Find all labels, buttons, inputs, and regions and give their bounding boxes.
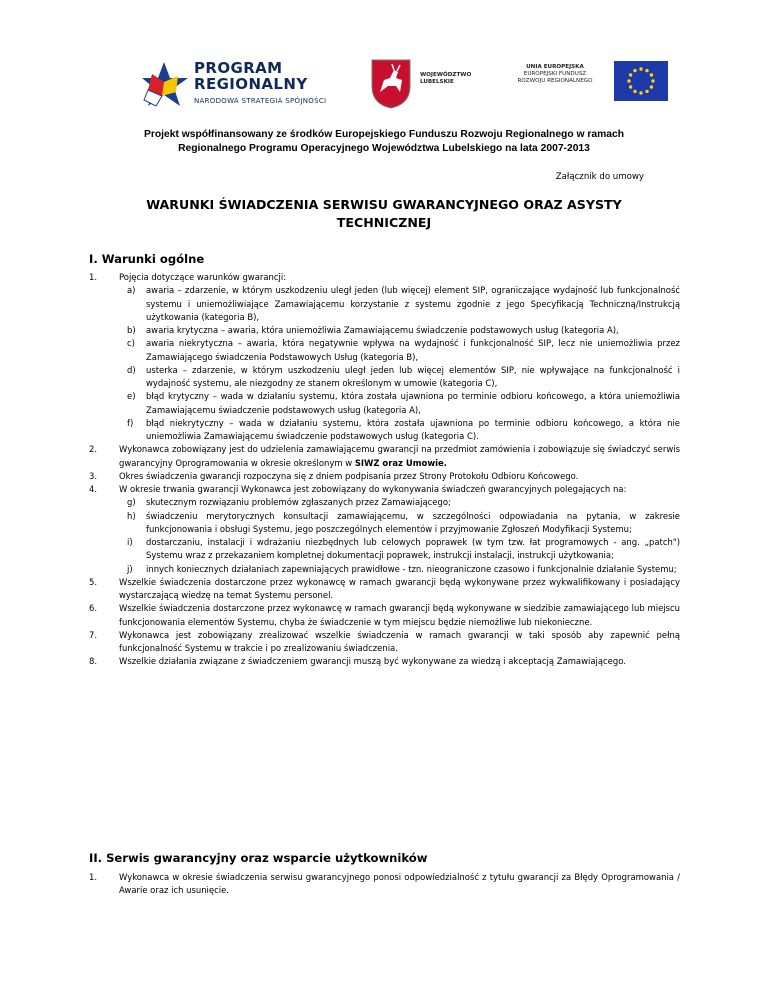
section1-content	[89, 271, 680, 669]
sub-item-b: b) awaria krytyczna – awaria, która uniemożliwia Zamawiającemu świadczenie podstawowych usług (kategoria A),	[127, 325, 619, 335]
list-item-5: 5. Wszelkie świadczenia dostarczone przez wykonawcę w ramach gwarancji będą wykonywane przez wykwalifikowany i posiadający wystarczającą wiedzę na temat Systemu personel.	[89, 576, 680, 600]
cofinancing-statement: Projekt współfinansowany ze środków Europejskiego Funduszu Rozwoju Regionalnego w ramach Regionalnego Programu Operacyjnego Województwa Lubelskiego na lata 2007-2013	[143, 129, 625, 154]
sub-item-e: e) błąd krytyczny – wada w działaniu systemu, która została ujawniona po terminie odbioru końcowego, a która uniemożliwia Zamawiającemu świadczenie podstawowych usług (kategoria A),	[127, 391, 680, 415]
sub-item-c: c) awaria niekrytyczna – awaria, która negatywnie wpływa na wydajność i funkcjonalność SIP, lecz nie uniemożliwia przez Zamawiającego świadczenia Podstawowych Usług (kategoria B),	[127, 338, 680, 362]
list-item-7: 7. Wykonawca jest zobowiązany zrealizować wszelkie świadczenia w ramach gwarancji w taki sposób aby zapewnić pełną funkcjonalność Systemu w trakcie i po zrealizowaniu świadczenia.	[89, 629, 680, 653]
section2-heading: II. Serwis gwarancyjny oraz wsparcie użytkowników	[89, 851, 428, 865]
sub-item-g: g) skutecznym rozwiązaniu problemów zgłaszanych przez Zamawiającego;	[127, 497, 451, 508]
program-regionalny-logo	[142, 56, 362, 116]
section2-content	[89, 871, 680, 898]
program-name: PROGRAM REGIONALNY	[194, 59, 308, 93]
sub-item-j: j) innych koniecznych działaniach zapewniających prawidłowe - tzn. nieograniczone czasowo i funkcjonalnie działanie Systemu;	[127, 563, 677, 574]
eu-text: UNIA EUROPEJSKA EUROPEJSKI FUNDUSZ ROZWOJU REGIONALNEGO	[517, 64, 593, 84]
list-item-6: 6. Wszelkie świadczenia dostarczone przez wykonawcę w ramach gwarancji będą wykonywane w siedzibie zamawiającego lub miejscu funkcjonowania elementów Systemu, chyba że świadczenie w tym miejscu będzie niemożliwe lub niekonieczne.	[89, 603, 680, 627]
wojewodztwo-text: WOJEWÓDZTWO LUBELSKIE	[420, 72, 472, 85]
program-star-icon	[142, 60, 190, 112]
sub-item-d: d) usterka – zdarzenie, w którym uszkodzeniu uległ jeden lub więcej elementów SIP, nie wpływające na funkcjonalność i wydajność systemu, ale niezgodny ze stanem określonym w umowie (kategoria C),	[127, 364, 680, 388]
section1-heading: I. Warunki ogólne	[89, 252, 205, 266]
sub-item-f: f) błąd niekrytyczny – wada w działaniu systemu, która została ujawniona po terminie odbioru końcowego, a która nie uniemożliwia Zamawiającemu świadczenie podstawowych usług (kategoria C).	[127, 417, 680, 441]
list-item-3: 3. Okres świadczenia gwarancji rozpoczyna się z dniem podpisania przez Strony Protokołu Odbioru Końcowego.	[89, 470, 579, 481]
list-item-1: 1. Pojęcia dotyczące warunków gwarancji: a) awaria – zdarzenie, w którym uszkodzeniu uległ jeden (lub więcej) element SIP, ograniczające wydajność lub funkcjonalność systemu i uniemożliwiające Zamawiającemu korzystanie z systemu zgodnie z jego Specyfikacją Techniczną/Instrukcją użytkowania (kategoria B), b) awaria krytyczna – awaria, która uniemożliwia Zamawiającemu świadczenie podstawowych usług (kategoria A), c) awaria niekrytyczna – awaria, która negatywnie wpływa na wydajność i funkcjonalność SIP, lecz nie uniemożliwia przez Zamawiającego świadczenia Podstawowych Usług (kategoria B), d) usterka – zdarzenie, w którym uszkodzeniu uległ jeden lub więcej elementów SIP, nie wpływające na funkcjonalność i wydajność systemu, ale niezgodny ze stanem określonym w umowie (kategoria C), e) błąd krytyczny – wada w działaniu systemu, która została ujawniona po terminie odbioru końcowego, a która uniemożliwia Zamawiającemu świadczenie podstawowych usług (kategoria A), f) błąd niekrytyczny – wada w działaniu systemu, która została ujawniona po terminie odbioru końcowego, a która nie uniemożliwia Zamawiającemu świadczenie podstawowych usług (kategoria C).	[89, 271, 680, 443]
program-subtitle: NARODOWA STRATEGIA SPÓJNOŚCI	[194, 97, 327, 105]
sub-item-h: h) świadczeniu merytorycznych konsultacji zamawiającemu, w szczególności odpowiadania na pytania, w zakresie funkcjonowania i obsługi Systemu, jego poszczególnych elementów i przyjmowanie Zgłoszeń Modyfikacji Systemu;	[127, 510, 680, 534]
attachment-label: Załącznik do umowy	[555, 172, 644, 182]
sub-item-a: a) awaria – zdarzenie, w którym uszkodzeniu uległ jeden (lub więcej) element SIP, ograniczające wydajność lub funkcjonalność systemu i uniemożliwiające Zamawiającemu korzystanie z systemu zgodnie z jego Specyfikacją Techniczną/Instrukcją użytkowania (kategoria B),	[127, 285, 680, 322]
header-logos	[0, 54, 768, 114]
list-item-1: 1. Wykonawca w okresie świadczenia serwisu gwarancyjnego ponosi odpowiedzialność z tytułu gwarancji za Błędy Oprogramowania / Awarie oraz ich usunięcie.	[89, 872, 680, 896]
eu-logo	[502, 56, 672, 114]
list-item-2: 2. Wykonawca zobowiązany jest do udzielenia zamawiającemu gwarancji na przedmiot zamówienia i zobowiązuje się świadczyć serwis gwarancyjny Oprogramowania w okresie określonym w SIWZ oraz Umowie.	[89, 444, 680, 468]
list-item-4: 4. W okresie trwania gwarancji Wykonawca jest zobowiązany do wykonywania świadczeń gwarancyjnych polegających na: g) skutecznym rozwiązaniu problemów zgłaszanych przez Zamawiającego; h) świadczeniu merytorycznych konsultacji zamawiającemu, w szczególności odpowiadania na pytania, w zakresie funkcjonowania i obsługi Systemu, jego poszczególnych elementów i przyjmowanie Zgłoszeń Modyfikacji Systemu; i) dostarczaniu, instalacji i wdrażaniu niezbędnych lub celowych poprawek (w tym tzw. łat programowych - ang. „patch") Systemu wraz z przekazaniem kompletnej dokumentacji poprawek, instrukcji instalacji, instrukcji użytkowania; j) innych koniecznych działaniach zapewniających prawidłowe - tzn. nieograniczone czasowo i funkcjonalnie działanie Systemu;	[89, 483, 680, 576]
wojewodztwo-lubelskie-logo	[370, 54, 490, 114]
coat-of-arms-icon	[370, 58, 412, 110]
document-title: WARUNKI ŚWIADCZENIA SERWISU GWARANCYJNEGO ORAZ ASYSTY TECHNICZNEJ	[146, 197, 622, 230]
eu-flag-icon	[614, 61, 668, 101]
sub-item-i: i) dostarczaniu, instalacji i wdrażaniu niezbędnych lub celowych poprawek (w tym tzw. łat programowych - ang. „patch") Systemu wraz z przekazaniem kompletnej dokumentacji poprawek, instrukcji instalacji, instrukcji użytkowania;	[127, 537, 680, 561]
list-item-8: 8. Wszelkie działania związane z świadczeniem gwarancji muszą być wykonywane za wiedzą i akceptacją Zamawiającego.	[89, 656, 626, 667]
